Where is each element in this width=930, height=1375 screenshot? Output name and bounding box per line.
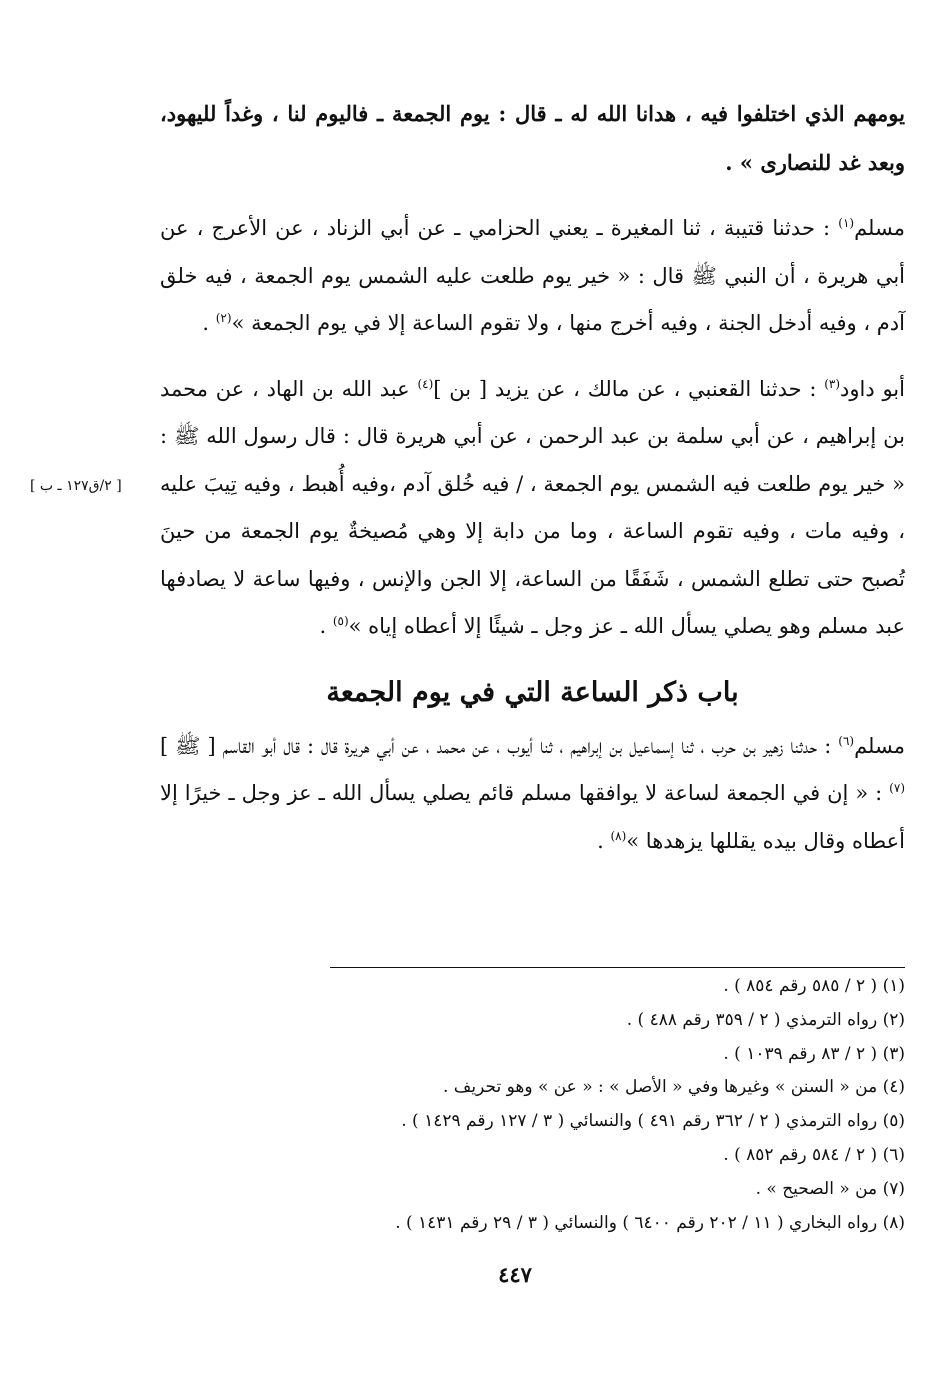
footnote-ref[interactable]: (٧) <box>889 781 905 795</box>
footnote-ref[interactable]: (٢) <box>215 311 232 325</box>
paragraph-text: عبد الله بن الهاد ، عن محمد بن إبراهيم ، عن أبي سلمة بن عبد الرحمن ، عن أبي هريرة قال : قال رسول الله ﷺ : « خير يوم طلعت فيه الشمس يوم الجمعة ، / فيه خُلق آدم ،وفيه أُهبط ، وفيه تِيبَ عليه ، وفيه مات ، وفيه تقوم الساعة ، وما من دابة إلا وهي مُصيخةٌ يوم الجمعة من حينَ تُصبح حتى تطلع الشمس ، شَفَقًا من الساعة، إلا الجن والإنس ، وفيها ساعة لا يصادفها عبد مسلم وهو يصلي يسأل الله ـ عز وجل ـ شيئًا إلا أعطاه إياه » <box>160 376 905 638</box>
footnote-divider <box>330 967 905 968</box>
footnote-item: (٨) رواه البخاري ( ١١ / ٢٠٢ رقم ٦٤٠٠ ) والنسائي ( ٣ / ٢٩ رقم ١٤٣١ ) . <box>395 1212 905 1233</box>
paragraph-text: : « إن في الجمعة لساعة لا يوافقها مسلم قائم يصلي يسأل الله ـ عز وجل ـ خيرًا إلا أعطاه وقال بيده يقللها يزهدها » <box>160 781 905 853</box>
source-name: مسلم <box>854 733 905 758</box>
footnote-item: (٥) رواه الترمذي ( ٢ / ٣٦٢ رقم ٤٩١ ) والنسائي ( ٣ / ١٢٧ رقم ١٤٢٩ ) . <box>401 1111 905 1132</box>
footnote-ref[interactable]: (٥) <box>332 614 349 628</box>
footnote-item: (٧) من « الصحيح » . <box>755 1178 905 1199</box>
footnote-item: (٤) من « السنن » وغيرها وفي « الأصل » : « عن » وهو تحريف . <box>442 1077 905 1098</box>
footnotes <box>160 970 905 1240</box>
footnote-ref[interactable]: (٤) <box>417 376 434 391</box>
footnote-item: (٣) ( ٢ / ٨٣ رقم ١٠٣٩ ) . <box>723 1043 905 1064</box>
section-heading: باب ذكر الساعة التي في يوم الجمعة <box>326 676 739 708</box>
main-text <box>160 90 905 883</box>
page-number: ٤٤٧ <box>498 1262 532 1287</box>
footnote-item: (١) ( ٢ / ٥٨٥ رقم ٨٥٤ ) . <box>723 976 905 996</box>
paragraph-text: يومهم الذي اختلفوا فيه ، هدانا الله له ـ قال : يوم الجمعة ـ فاليوم لنا ، وغداً لليهود، وبعد غد للنصارى » . <box>160 101 905 175</box>
footnote-item: (٦) ( ٢ / ٥٨٤ رقم ٨٥٢ ) . <box>723 1144 905 1165</box>
paragraph-3 <box>160 366 905 651</box>
footnote-ref[interactable]: (١) <box>838 216 855 230</box>
source-name: أبو داود <box>840 376 905 401</box>
paragraph-text: : حدثنا قتيبة ، ثنا المغيرة ـ يعني الحزامي ـ عن أبي الزناد ، عن الأعرج ، عن أبي هريرة ، أن النبي ﷺ قال : « خير يوم طلعت عليه الشمس يوم الجمعة ، فيه خلق آدم ، وفيه أدخل الجنة ، وفيه أخرج منها ، ولا تقوم الساعة إلا في يوم الجمعة » <box>160 216 905 335</box>
footnote-ref[interactable]: (٦) <box>838 733 855 748</box>
paragraph-text: : حدثنا القعنبي ، عن مالك ، عن يزيد [ بن ] <box>433 376 825 401</box>
paragraph-tail: . <box>597 828 611 853</box>
manuscript-margin-note: [ ٢/ق١٢٧ ـ ب ] <box>30 478 122 494</box>
paragraph-text: : حدثنا زهير بن حرب ، ثنا إسماعيل بن إبراهيم ، ثنا أيوب ، عن محمد ، عن أبي هريرة قال : قال أبو القاسم [ ﷺ ] <box>160 733 839 758</box>
source-name: مسلم <box>854 216 905 240</box>
paragraph-1 <box>160 90 905 187</box>
paragraph-tail: . <box>202 311 216 335</box>
paragraph-tail: . <box>319 614 333 638</box>
footnote-ref[interactable]: (٨) <box>610 828 627 843</box>
paragraph-4 <box>160 723 905 866</box>
footnote-item: (٢) رواه الترمذي ( ٢ / ٣٥٩ رقم ٤٨٨ ) . <box>626 1009 905 1030</box>
footnote-ref[interactable]: (٣) <box>824 376 841 391</box>
paragraph-2 <box>160 205 905 348</box>
